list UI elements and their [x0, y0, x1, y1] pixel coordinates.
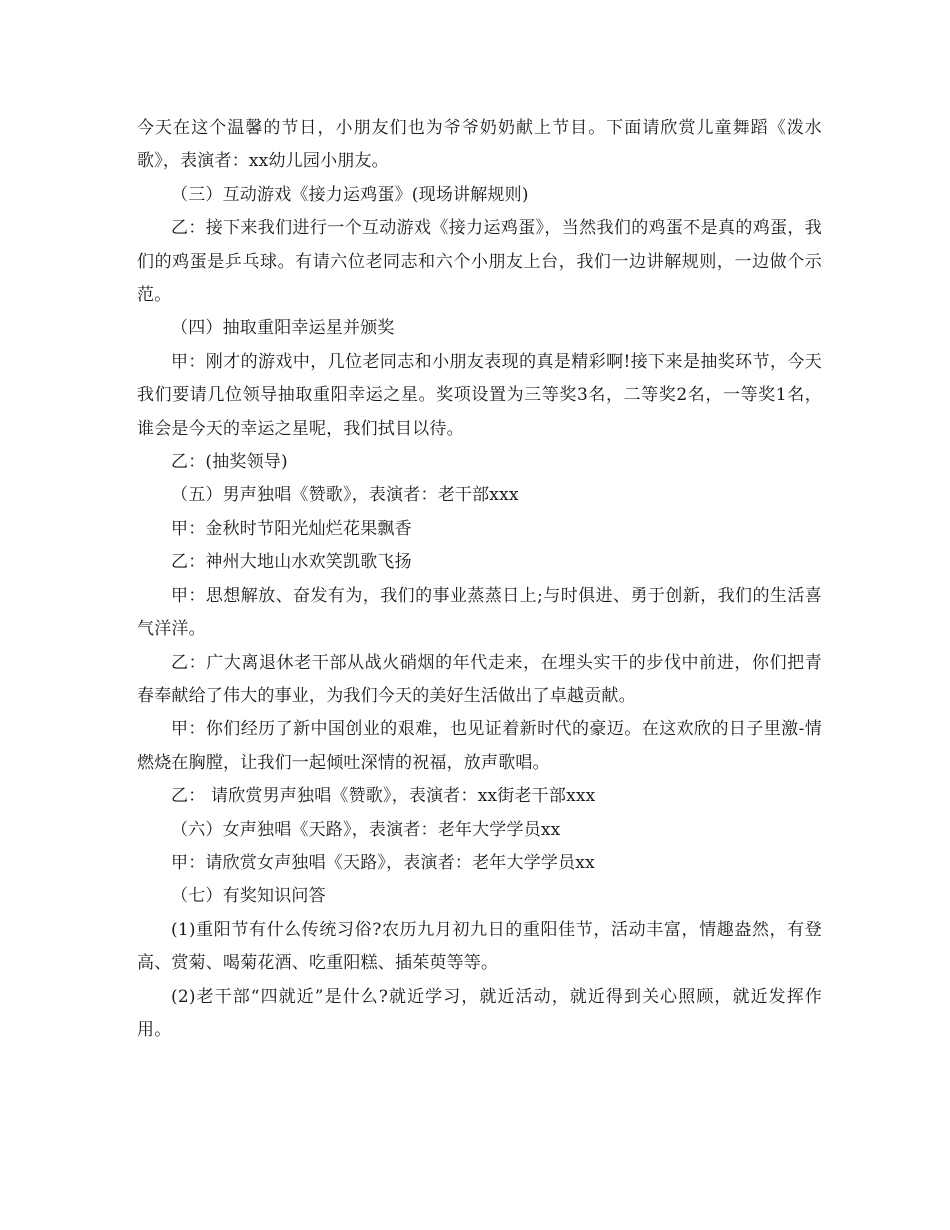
section-heading: （四）抽取重阳幸运星并颁奖 — [171, 318, 395, 339]
section-heading: （七）有奖知识问答 — [171, 886, 326, 907]
paragraph: (1)重阳节有什么传统习俗?农历九月初九日的重阳佳节，活动丰富，情趣盎然，有登高、赏菊、喝菊花酒、吃重阳糕、插茱萸等等。 — [137, 919, 822, 974]
paragraph: (2)老干部“四就近”是什么?就近学习，就近活动，就近得到关心照顾，就近发挥作用。 — [137, 986, 822, 1040]
paragraph: 今天在这个温馨的节日，小朋友们也为爷爷奶奶献上节目。下面请欣赏儿童舞蹈《泼水歌》，表演者：xx幼儿园小朋友。 — [137, 118, 822, 172]
paragraph: 乙：广大离退休老干部从战火硝烟的年代走来，在埋头实干的步伐中前进，你们把青春奉献给了伟大的事业，为我们今天的美好生活做出了卓越贡献。 — [137, 652, 822, 706]
paragraph: 乙：(抽奖领导) — [171, 452, 288, 473]
paragraph: 乙：接下来我们进行一个互动游戏《接力运鸡蛋》，当然我们的鸡蛋不是真的鸡蛋，我们的鸡蛋是乒乓球。有请六位老同志和六个小朋友上台，我们一边讲解规则，一边做个示范。 — [137, 218, 822, 306]
paragraph: 甲：你们经历了新中国创业的艰难，也见证着新时代的豪迈。在这欢欣的日子里激-情燃烧在胸膛，让我们一起倾吐深情的祝福，放声歌唱。 — [137, 719, 822, 773]
paragraph: 甲：刚才的游戏中，几位老同志和小朋友表现的真是精彩啊!接下来是抽奖环节，今天我们要请几位领导抽取重阳幸运之星。奖项设置为三等奖3名，二等奖2名，一等奖1名，谁会是今天的幸运之星呢，我们拭目以待。 — [137, 351, 822, 439]
paragraph: 甲：金秋时节阳光灿烂花果飘香 — [171, 518, 412, 539]
paragraph: 乙： 请欣赏男声独唱《赞歌》，表演者：xx街老干部xxx — [171, 786, 596, 807]
section-heading: （五）男声独唱《赞歌》，表演者：老干部xxx — [171, 485, 519, 506]
section-heading: （三）互动游戏《接力运鸡蛋》(现场讲解规则) — [171, 184, 529, 205]
paragraph: 乙：神州大地山水欢笑凯歌飞扬 — [171, 552, 412, 573]
paragraph: 甲：请欣赏女声独唱《天路》，表演者：老年大学学员xx — [171, 852, 595, 873]
section-heading: （六）女声独唱《天路》，表演者：老年大学学员xx — [171, 819, 561, 840]
paragraph: 甲：思想解放、奋发有为，我们的事业蒸蒸日上;与时俱进、勇于创新，我们的生活喜气洋洋。 — [137, 585, 822, 640]
document-body — [137, 112, 822, 1047]
